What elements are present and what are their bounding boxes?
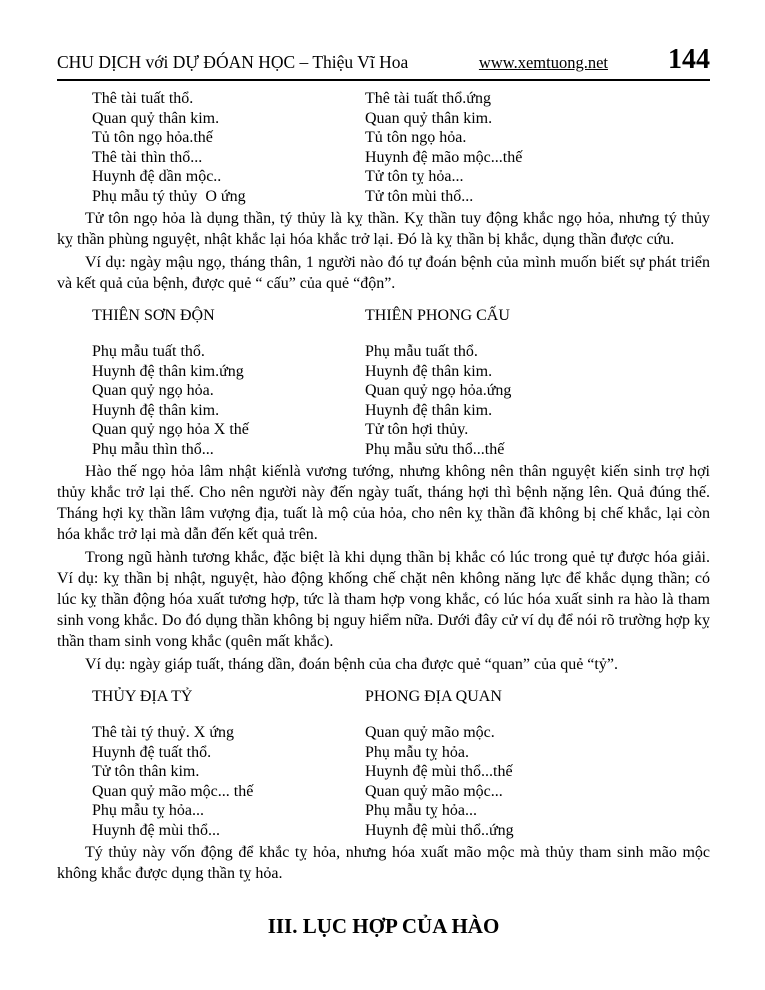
hexagram-title: PHONG ĐỊA QUAN [365,688,502,705]
book-title: CHU DỊCH với DỰ ĐÓAN HỌC – Thiệu Vĩ Hoa [57,52,409,72]
hexagram-pair-don-cau [92,306,710,459]
hexagram-line: Tử tôn tỵ hỏa... [365,168,464,185]
hexagram-line: Quan quỷ thân kim. [92,109,220,127]
hexagram-line: Quan quỷ ngọ hỏa. [92,382,214,399]
hexagram-title: THIÊN SƠN ĐỘN [92,307,215,324]
hexagram-line: Phụ mẫu tuất thổ. [92,343,205,360]
hexagram-line: Huynh đệ tuất thổ. [92,743,212,761]
hexagram-title: THỦY ĐỊA TỶ [92,688,193,705]
hexagram-line: Phụ mẫu tỵ hỏa. [365,743,469,761]
hexagram-line: Huynh đệ thân kim. [92,401,220,419]
hexagram-column-right [365,89,710,206]
hexagram-line: Huynh đệ mão mộc...thế [365,148,523,166]
body-paragraph: Trong ngũ hành tương khắc, đặc biệt là khi dụng thần bị khắc có lúc trong quẻ tự được hóa giải. Ví dụ: kỵ thần bị nhật, nguyệt, hào động khống chế chặt nên không năng lực để khắc dụng thần; có lúc kỵ thần động hóa xuất tương hợp, tức là tham hợp vong khắc, có lúc hóa xuất sinh ra hào là tham sinh vong khắc. Do đó dụng thần không bị nguy hiểm nữa. Dưới đây cử ví dụ để nói rõ trường hợp kỵ thần tham sinh vong khắc (quên mất khắc). [57,549,710,650]
body-paragraph: Tý thủy này vốn động để khắc tỵ hỏa, nhưng hóa xuất mão mộc mà thủy tham sinh mão mộc không khắc được dụng thần tỵ hỏa. [57,844,710,882]
hexagram-line: Tủ tôn ngọ hỏa. [365,129,467,146]
hexagram-line: Huynh đệ thân kim.ứng [92,362,244,380]
header-divider [57,79,710,81]
hexagram-line: Quan quỷ ngọ hỏa.ứng [365,382,512,399]
website-link[interactable]: www.xemtuong.net [478,53,608,72]
hexagram-line: Tử tôn mùi thổ... [365,187,474,205]
hexagram-line: Huynh đệ mùi thổ...thế [365,763,513,780]
body-paragraph: Ví dụ: ngày giáp tuất, tháng dần, đoán bệnh của cha được quẻ “quan” của quẻ “tỷ”. [85,656,618,673]
hexagram-line: Thê tài thìn thổ... [92,148,203,166]
hexagram-line: Quan quỷ ngọ hỏa X thế [92,421,249,438]
hexagram-line: Quan quỷ thân kim. [365,109,493,127]
hexagram-line: Phụ mẫu tỵ hỏa... [365,802,477,819]
hexagram-title: THIÊN PHONG CẤU [365,307,510,324]
hexagram-line: Tủ tôn ngọ hỏa.thế [92,129,213,146]
hexagram-line: Huynh đệ mùi thổ... [92,821,220,839]
section-heading: III. LỤC HỢP CỦA HÀO [267,914,500,938]
hexagram-line: Quan quỷ mão mộc... [365,782,503,800]
hexagram-column-left [92,687,365,840]
hexagram-line: Phụ mẫu tý thủy O ứng [92,187,246,205]
page-header [57,46,710,74]
hexagram-line: Quan quỷ mão mộc... thế [92,782,254,800]
hexagram-line: Quan quỷ mão mộc. [365,724,495,741]
hexagram-line: Thê tài tý thuỷ. X ứng [92,724,234,741]
hexagram-line: Thê tài tuất thổ. [92,90,194,107]
body-paragraph: Ví dụ: ngày mậu ngọ, tháng thân, 1 người nào đó tự đoán bệnh của mình muốn biết sự phát triển và kết quả của bệnh, được quẻ “ cấu” của quẻ “độn”. [57,254,710,292]
hexagram-column-left [92,306,365,459]
hexagram-line: Huynh đệ mùi thổ..ứng [365,821,514,839]
hexagram-line: Huynh đệ thân kim. [365,401,493,419]
hexagram-line: Phụ mẫu tỵ hỏa... [92,802,204,819]
hexagram-pair-ty-quan [92,687,710,840]
hexagram-column-right [365,306,710,459]
hexagram-line: Huynh đệ dần mộc.. [92,168,222,185]
page-number: 144 [668,44,710,75]
hexagram-pair-intro [92,89,710,206]
hexagram-line: Thê tài tuất thổ.ứng [365,90,491,107]
hexagram-line: Phụ mẫu tuất thổ. [365,343,478,360]
hexagram-line: Phụ mẫu thìn thổ... [92,440,214,458]
hexagram-line: Huynh đệ thân kim. [365,362,493,380]
body-paragraph: Hào thế ngọ hỏa lâm nhật kiếnlà vương tướng, nhưng không nên thân nguyệt kiến sinh trợ hợi thủy khắc trở lại thế. Cho nên người này đến ngày tuất, tháng hợi thì bệnh nặng lên. Quả đúng thế. Tháng hợi kỵ thần lâm vượng địa, tuất là mộ của hỏa, cho nên kỵ thần đã không bị chế khắc, lại còn hóa khắc trở lại mà dẫn đến kết quả trên. [57,463,710,543]
hexagram-column-left [92,89,365,206]
hexagram-line: Tử tôn thân kim. [92,763,200,780]
body-paragraph: Tử tôn ngọ hỏa là dụng thần, tý thủy là kỵ thần. Kỵ thần tuy động khắc ngọ hỏa, nhưng tý thủy kỵ thần phùng nguyệt, nhật khắc lại hóa khắc trở lại. Đó là kỵ thần bị khắc, dụng thần được cứu. [57,210,710,248]
hexagram-column-right [365,687,710,840]
hexagram-line: Tử tôn hợi thủy. [365,421,469,438]
hexagram-line: Phụ mẫu sửu thổ...thế [365,440,505,458]
